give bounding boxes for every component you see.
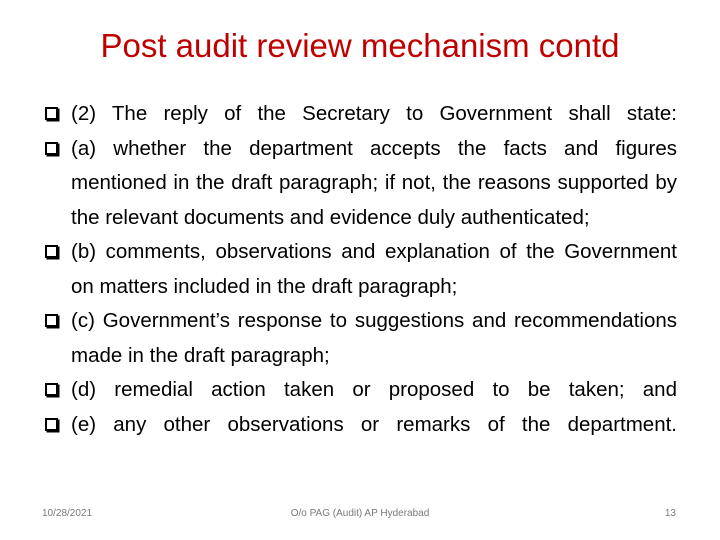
bullet-item-c (45, 304, 677, 373)
bullet-item-e (45, 408, 677, 443)
footer-office-name: O/o PAG (Audit) AP Hyderabad (290, 508, 430, 519)
bullet-item-a (45, 132, 677, 236)
bullet-item-d (45, 373, 677, 408)
hollow-square-bullet-icon (45, 418, 58, 431)
hollow-square-bullet-icon (45, 107, 58, 120)
bullet-list (45, 97, 677, 442)
bullet-item-intro (45, 97, 677, 132)
slide-title: Post audit review mechanism contd (100, 27, 620, 64)
footer-date: 10/28/2021 (42, 508, 93, 519)
bullet-text: (d) remedial action taken or proposed to be taken; and (71, 378, 677, 401)
slide-number: 13 (664, 508, 676, 519)
bullet-text: (2) The reply of the Secretary to Government shall state: (71, 102, 677, 125)
hollow-square-bullet-icon (45, 383, 58, 396)
bullet-text: (a) whether the department accepts the facts and figures mentioned in the draft paragraph; if not, the reasons supported by the relevant documents and evidence duly authenticated; (71, 136, 677, 229)
hollow-square-bullet-icon (45, 314, 58, 327)
bullet-text: (c) Government’s response to suggestions and recommendations made in the draft paragraph; (71, 309, 677, 367)
bullet-text: (e) any other observations or remarks of the department. (71, 412, 677, 436)
bullet-text: (b) comments, observations and explanation of the Government on matters included in the draft paragraph; (71, 240, 677, 298)
hollow-square-bullet-icon (45, 142, 58, 155)
bullet-item-b (45, 235, 677, 304)
hollow-square-bullet-icon (45, 245, 58, 258)
